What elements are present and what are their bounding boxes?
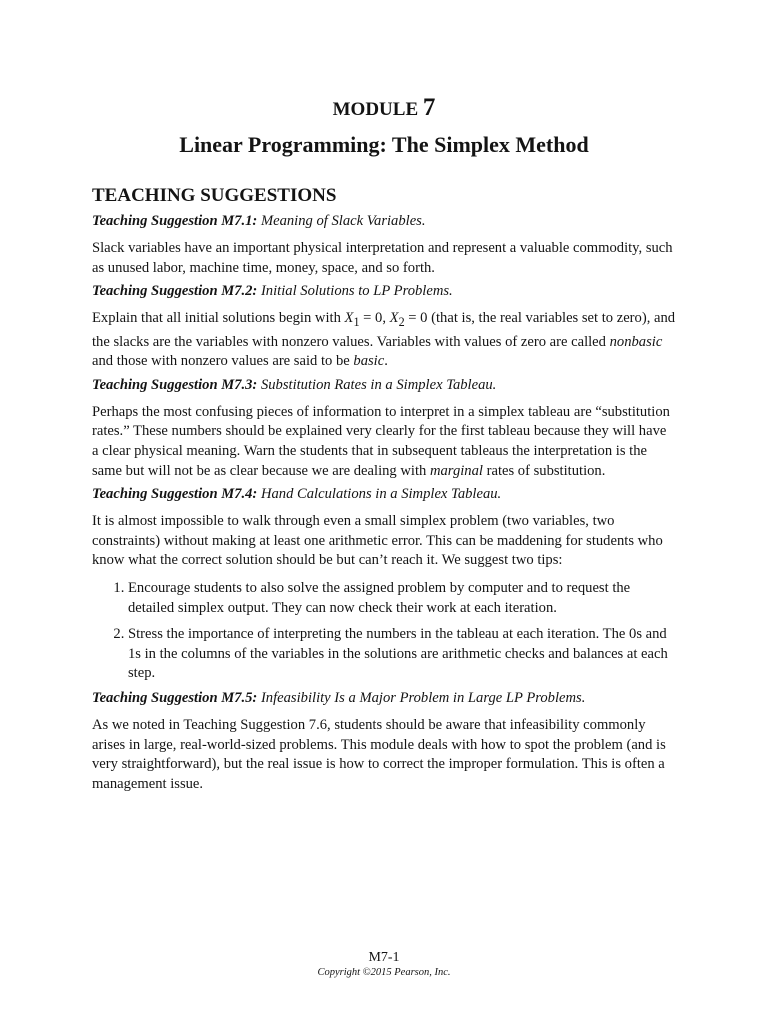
suggestion-heading-3 (92, 376, 676, 395)
list-item: 2. Stress the importance of interpreting the numbers in the tableau at each iteration. The 0s and 1s in the columns of the variables in the solutions are arithmetic checks and balances at each step. (128, 625, 676, 684)
suggestion-body-1: Slack variables have an important physical interpretation and represent a valuable commodity, such as unused labor, machine time, money, space, and so forth. (92, 240, 673, 276)
suggestion-label: Teaching Suggestion M7.1: (92, 213, 258, 229)
suggestion-heading-1 (92, 212, 676, 231)
list-item: 1. Encourage students to also solve the assigned problem by computer and to request the detailed simplex output. They can now check their work at each iteration. (128, 579, 676, 618)
suggestion-body-2: Explain that all initial solutions begin with $X_1 = 0$, $X_2 = 0$ (that is, the real variables set to zero), and the slacks are the variables with nonzero values. Variables with values of zero are called nonbasic and those with nonzero values are said to be basic. (92, 310, 676, 370)
suggestion-topic: Hand Calculations in a Simplex Tableau. (257, 486, 502, 503)
suggestion-topic: Substitution Rates in a Simplex Tableau. (257, 376, 497, 393)
suggestion-label: Teaching Suggestion M7.4: (92, 486, 258, 503)
module-heading (92, 96, 676, 122)
suggestion-label: Teaching Suggestion M7.2: (92, 283, 258, 300)
section-heading: TEACHING SUGGESTIONS (92, 185, 337, 206)
suggestion-body-3: Perhaps the most confusing pieces of information to interpret in a simplex tableau are “substitution rates.” These numbers should be explained very clearly for the first tableau because they will have a clear physical meaning. Warn the students that in subsequent tableaus the interpretation is the same but will not be as clear because we are dealing with marginal rates of substitution. (92, 403, 670, 479)
page-title: Linear Programming: The Simplex Method (179, 132, 589, 157)
suggestion-topic: Meaning of Slack Variables. (257, 213, 426, 229)
page-content (92, 96, 676, 794)
suggestion-body-4: It is almost impossible to walk through even a small simplex problem (two variables, two constraints) without making at least one arithmetic error. This can be maddening for students who know what the correct solution should be but can’t reach it. We suggest two tips: (92, 513, 663, 569)
tips-list (92, 579, 676, 684)
suggestion-topic: Infeasibility Is a Major Problem in Large LP Problems. (257, 690, 586, 706)
suggestion-label: Teaching Suggestion M7.5: (92, 690, 258, 706)
suggestion-heading-2 (92, 282, 676, 301)
suggestion-body-5: As we noted in Teaching Suggestion 7.6, students should be aware that infeasibility commonly arises in large, real-world-sized problems. This module deals with how to spot the problem (and is very straightforward), but the real issue is how to correct the improper formulation. This is often a management issue. (92, 717, 666, 792)
copyright: Copyright ©2015 Pearson, Inc. (317, 967, 451, 978)
suggestion-heading-4 (92, 485, 676, 504)
module-number: 7 (422, 94, 436, 121)
suggestion-topic: Initial Solutions to LP Problems. (257, 283, 453, 300)
page-number: M7-1 (368, 950, 400, 965)
suggestion-label: Teaching Suggestion M7.3: (92, 376, 258, 393)
page-footer (0, 950, 768, 979)
module-word: MODULE (332, 99, 419, 120)
suggestion-heading-5 (92, 689, 676, 708)
